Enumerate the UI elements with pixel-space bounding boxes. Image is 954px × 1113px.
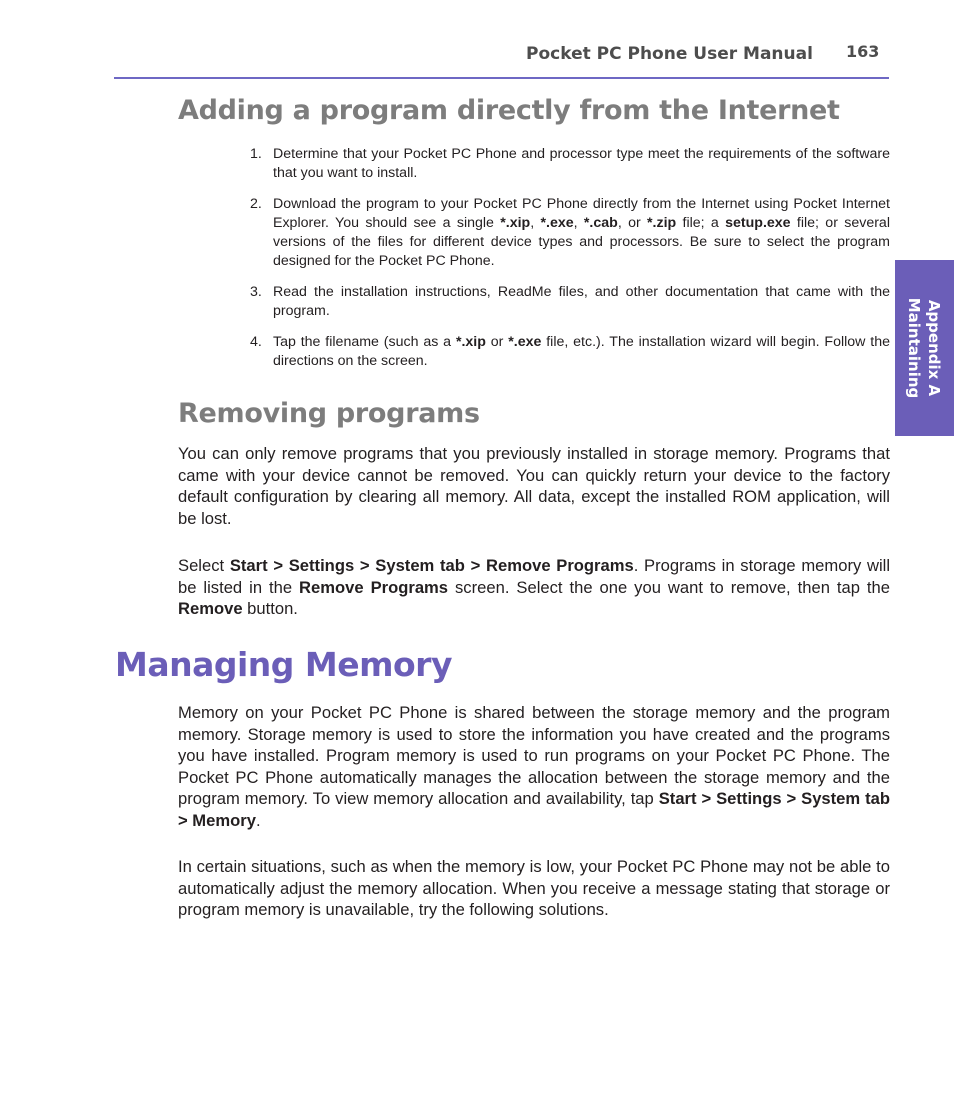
- step-number: 1.: [250, 146, 262, 162]
- header-divider: [114, 77, 889, 79]
- install-steps-list: [250, 145, 890, 383]
- section-heading-adding-program: Adding a program directly from the Internet: [178, 95, 840, 126]
- section-heading-removing-programs: Removing programs: [178, 398, 480, 429]
- memory-low-paragraph: In certain situations, such as when the memory is low, your Pocket PC Phone may not be able to automatically adjust the memory allocation. When you receive a message stating that storage or program memory is unavailable, try the following solutions.: [178, 857, 890, 920]
- step-text: Download the program to your Pocket PC Phone directly from the Internet using Pocket Internet Explorer. You should see a single *.xip, *.exe, *.cab, or *.zip file; a setup.exe file; or several versions of the files for different device types and processors. Be sure to select the program designed for the Pocket PC Phone.: [273, 196, 890, 269]
- list-item: [250, 145, 890, 183]
- side-tab-line1: Appendix A: [925, 299, 944, 397]
- removing-programs-paragraph: You can only remove programs that you previously installed in storage memory. Programs that came with your device cannot be removed. You can quickly return your device to the factory default configuration by clearing all memory. All data, except the installed ROM application, will be lost.: [178, 444, 890, 528]
- appendix-side-tab: [895, 260, 954, 436]
- chapter-heading-managing-memory: Managing Memory: [115, 645, 452, 684]
- side-tab-label: [895, 260, 954, 436]
- step-text: Determine that your Pocket PC Phone and processor type meet the requirements of the software that you want to install.: [273, 146, 890, 181]
- page-number: 163: [846, 42, 880, 61]
- memory-overview-paragraph: Memory on your Pocket PC Phone is shared between the storage memory and the program memory. Storage memory is used to store the information you have created and the programs you have installed. Program memory is used to run programs on your Pocket PC Phone. The Pocket PC Phone automatically manages the allocation between the storage memory and the program memory. To view memory allocation and availability, tap Start > Settings > System tab > Memory.: [178, 703, 890, 830]
- step-number: 3.: [250, 284, 262, 300]
- side-tab-line2: Maintaining: [905, 297, 924, 399]
- remove-programs-instructions: Select Start > Settings > System tab > Remove Programs. Programs in storage memory will be listed in the Remove Programs screen. Select the one you want to remove, then tap the Remove button.: [178, 556, 891, 619]
- step-number: 2.: [250, 196, 262, 212]
- list-item: [250, 195, 890, 271]
- step-text: Read the installation instructions, ReadMe files, and other documentation that came with the program.: [273, 284, 890, 319]
- list-item: [250, 283, 890, 321]
- step-number: 4.: [250, 334, 262, 350]
- step-text: Tap the filename (such as a *.xip or *.exe file, etc.). The installation wizard will begin. Follow the directions on the screen.: [273, 334, 890, 369]
- list-item: [250, 333, 890, 371]
- manual-title: Pocket PC Phone User Manual: [526, 44, 813, 64]
